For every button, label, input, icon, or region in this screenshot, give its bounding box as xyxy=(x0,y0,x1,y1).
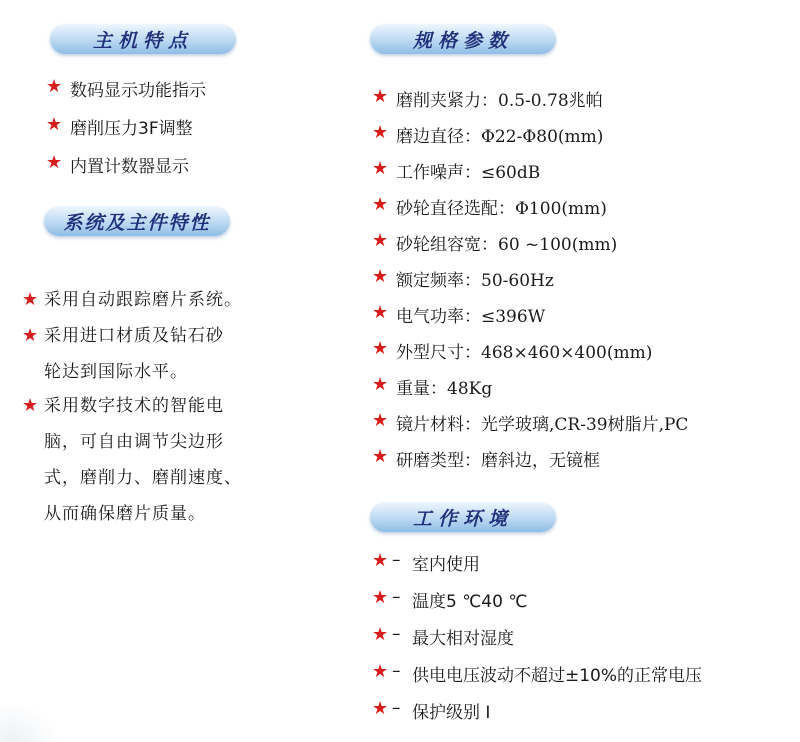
list-item xyxy=(46,114,206,152)
red-star-icon: ★ xyxy=(372,661,389,682)
environment-text: 保护级别 I xyxy=(412,703,491,723)
dash-mark: – xyxy=(392,698,401,718)
system-paragraph-2 xyxy=(22,318,314,390)
red-star-icon: ★ xyxy=(46,76,63,97)
host-features-title: 主机特点 xyxy=(50,24,236,54)
system-paragraph-1 xyxy=(22,282,314,318)
spec-text: 重量：48Kg xyxy=(396,379,493,399)
list-item xyxy=(46,152,206,190)
paragraph-line: 采用进口材质及钻石砂 xyxy=(44,326,224,346)
red-star-icon: ★ xyxy=(46,114,63,135)
red-star-icon: ★ xyxy=(372,338,389,359)
red-star-icon: ★ xyxy=(22,395,40,416)
spec-item xyxy=(372,266,688,302)
red-star-icon: ★ xyxy=(372,624,389,645)
environment-list xyxy=(372,550,702,735)
spec-text: 砂轮直径选配：Φ100(mm) xyxy=(396,199,607,219)
spec-text: 磨削夹紧力：0.5-0.78兆帕 xyxy=(396,91,603,111)
spec-text: 研磨类型：磨斜边，无镜框 xyxy=(396,451,600,471)
red-star-icon: ★ xyxy=(372,446,389,467)
specs-title: 规格参数 xyxy=(370,24,556,54)
red-star-icon: ★ xyxy=(372,266,389,287)
red-star-icon: ★ xyxy=(372,302,389,323)
environment-title: 工作环境 xyxy=(370,502,556,532)
red-star-icon: ★ xyxy=(22,325,40,346)
spec-item xyxy=(372,302,688,338)
paragraph-line: 轮达到国际水平。 xyxy=(44,362,188,382)
spec-item xyxy=(372,122,688,158)
spec-text: 额定频率：50-60Hz xyxy=(396,271,554,291)
red-star-icon: ★ xyxy=(372,587,389,608)
dash-mark: – xyxy=(392,624,401,644)
red-star-icon: ★ xyxy=(372,230,389,251)
spec-text: 镜片材料：光学玻璃,CR-39树脂片,PC xyxy=(396,415,689,435)
red-star-icon: ★ xyxy=(372,158,389,179)
environment-text: 最大相对湿度 xyxy=(412,629,514,649)
corner-decoration xyxy=(0,702,60,742)
red-star-icon: ★ xyxy=(22,289,40,310)
red-star-icon: ★ xyxy=(372,122,389,143)
red-star-icon: ★ xyxy=(372,194,389,215)
environment-item xyxy=(372,550,702,587)
spec-item xyxy=(372,194,688,230)
dash-mark: – xyxy=(392,661,401,681)
paragraph-line: 采用数字技术的智能电 xyxy=(44,396,224,416)
red-star-icon: ★ xyxy=(372,410,389,431)
dash-mark: – xyxy=(392,550,401,570)
system-features-title: 系统及主件特性 xyxy=(44,206,230,236)
feature-text: 磨削压力3F调整 xyxy=(70,119,193,139)
spec-text: 工作噪声：≤60dB xyxy=(396,163,541,183)
red-star-icon: ★ xyxy=(46,152,63,173)
spec-item xyxy=(372,374,688,410)
red-star-icon: ★ xyxy=(372,698,389,719)
red-star-icon: ★ xyxy=(372,374,389,395)
environment-item xyxy=(372,698,702,735)
specs-list xyxy=(372,86,688,482)
environment-item xyxy=(372,624,702,661)
environment-text: 温度5 ℃40 ℃ xyxy=(412,592,528,612)
paragraph-line: 脑，可自由调节尖边形 xyxy=(44,432,224,452)
environment-item xyxy=(372,587,702,624)
spec-text: 外型尺寸：468×460×400(mm) xyxy=(396,343,653,363)
spec-item xyxy=(372,230,688,266)
host-features-list xyxy=(46,76,206,190)
red-star-icon: ★ xyxy=(372,86,389,107)
paragraph-line: 采用自动跟踪磨片系统。 xyxy=(44,290,242,310)
environment-item xyxy=(372,661,702,698)
paragraph-line: 式，磨削力、磨削速度、 xyxy=(44,468,242,488)
spec-text: 磨边直径：Φ22-Φ80(mm) xyxy=(396,127,604,147)
spec-text: 砂轮组容宽：60 ~100(mm) xyxy=(396,235,618,255)
paragraph-line: 从而确保磨片质量。 xyxy=(44,504,206,524)
feature-text: 数码显示功能指示 xyxy=(70,81,206,101)
spec-item xyxy=(372,158,688,194)
list-item xyxy=(46,76,206,114)
red-star-icon: ★ xyxy=(372,550,389,571)
environment-text: 室内使用 xyxy=(412,555,480,575)
spec-item xyxy=(372,446,688,482)
spec-text: 电气功率：≤396W xyxy=(396,307,546,327)
spec-item xyxy=(372,410,688,446)
dash-mark: – xyxy=(392,587,401,607)
spec-item xyxy=(372,338,688,374)
environment-text: 供电电压波动不超过±10%的正常电压 xyxy=(412,666,703,686)
system-paragraph-3 xyxy=(22,388,314,532)
spec-item xyxy=(372,86,688,122)
feature-text: 内置计数器显示 xyxy=(70,157,189,177)
